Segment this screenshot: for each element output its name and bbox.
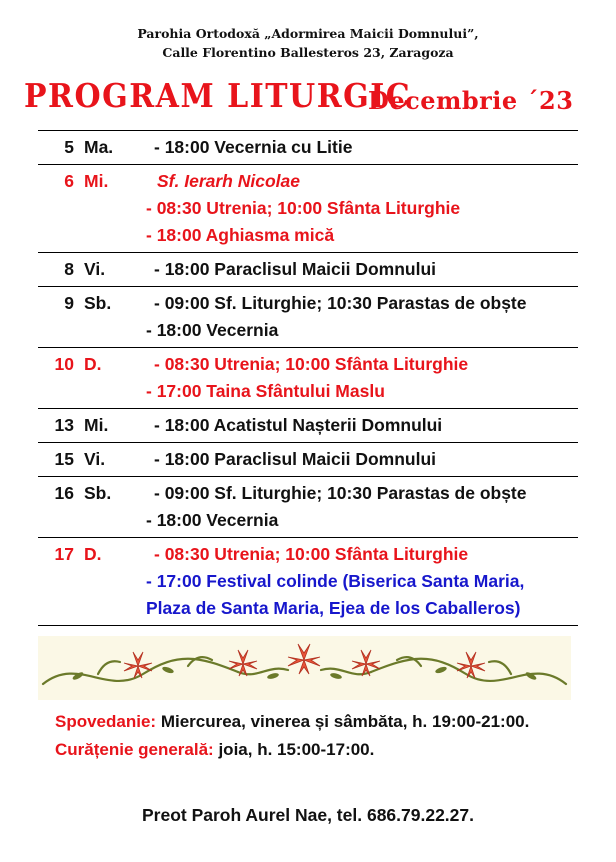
confession-note: [55, 708, 529, 736]
schedule-row: [38, 476, 578, 537]
schedule-row: [38, 408, 578, 442]
weekday: Sb.: [84, 483, 112, 503]
event-line: - 18:00 Vecernia: [146, 320, 279, 340]
feast-name: Sf. Ierarh Nicolae: [157, 171, 300, 191]
notes-section: [55, 708, 529, 764]
day-number: 8: [64, 259, 74, 279]
weekday: D.: [84, 544, 102, 564]
weekday: Sb.: [84, 293, 112, 313]
liturgical-schedule: [38, 130, 578, 626]
confession-label: Spovedanie:: [55, 712, 157, 731]
parish-header: [0, 24, 616, 62]
event-line: - 08:30 Utrenia; 10:00 Sfânta Liturghie: [154, 354, 469, 374]
weekday: Mi.: [84, 171, 109, 191]
day-number: 10: [54, 354, 74, 374]
day-number: 16: [54, 483, 74, 503]
day-number: 17: [54, 544, 74, 564]
weekday: Mi.: [84, 415, 109, 435]
weekday: D.: [84, 354, 102, 374]
program-title: PROGRAM LITURGIC: [24, 78, 412, 116]
floral-ornament: [38, 636, 571, 700]
month-title: Decembrie ´23: [368, 86, 574, 115]
priest-contact: Preot Paroh Aurel Nae, tel. 686.79.22.27.: [141, 805, 474, 825]
day-number: 9: [64, 293, 74, 313]
event-line: - 09:00 Sf. Liturghie; 10:30 Parastas de obște: [154, 293, 527, 313]
event-line: Plaza de Santa Maria, Ejea de los Caballeros): [146, 598, 521, 618]
weekday: Ma.: [84, 137, 114, 157]
schedule-row: [38, 347, 578, 408]
event-line: - 17:00 Taina Sfântului Maslu: [146, 381, 385, 401]
cleaning-note: [55, 736, 529, 764]
floral-vine-icon: [38, 636, 571, 700]
event-line: - 08:30 Utrenia; 10:00 Sfânta Liturghie: [154, 544, 469, 564]
weekday: Vi.: [84, 259, 106, 279]
schedule-row: [38, 442, 578, 476]
schedule-row: [38, 130, 578, 164]
day-number: 5: [64, 137, 74, 157]
event-line: - 17:00 Festival colinde (Biserica Santa Maria,: [146, 571, 525, 591]
schedule-row: [38, 286, 578, 347]
event-line: - 18:00 Vecernia: [146, 510, 279, 530]
event-line: - 18:00 Vecernia cu Litie: [154, 137, 353, 157]
event-line: - 18:00 Acatistul Nașterii Domnului: [154, 415, 443, 435]
event-line: - 18:00 Aghiasma mică: [146, 225, 335, 245]
event-line: - 09:00 Sf. Liturghie; 10:30 Parastas de obște: [154, 483, 527, 503]
event-line: - 08:30 Utrenia; 10:00 Sfânta Liturghie: [146, 198, 461, 218]
parish-address: Calle Florentino Ballesteros 23, Zaragoza: [162, 45, 454, 60]
day-number: 6: [64, 171, 74, 191]
confession-text: Miercurea, vinerea și sâmbăta, h. 19:00-21:00.: [156, 712, 530, 731]
day-number: 15: [54, 449, 74, 469]
event-line: - 18:00 Paraclisul Maicii Domnului: [154, 449, 437, 469]
schedule-row: [38, 537, 578, 626]
cleaning-text: joia, h. 15:00-17:00.: [213, 740, 375, 759]
page-title: [0, 78, 616, 118]
cleaning-label: Curățenie generală:: [55, 740, 214, 759]
schedule-row: [38, 164, 578, 252]
day-number: 13: [54, 415, 74, 435]
weekday: Vi.: [84, 449, 106, 469]
event-line: - 18:00 Paraclisul Maicii Domnului: [154, 259, 437, 279]
parish-name: Parohia Ortodoxă „Adormirea Maicii Domnului”,: [137, 26, 479, 41]
schedule-row: [38, 252, 578, 286]
